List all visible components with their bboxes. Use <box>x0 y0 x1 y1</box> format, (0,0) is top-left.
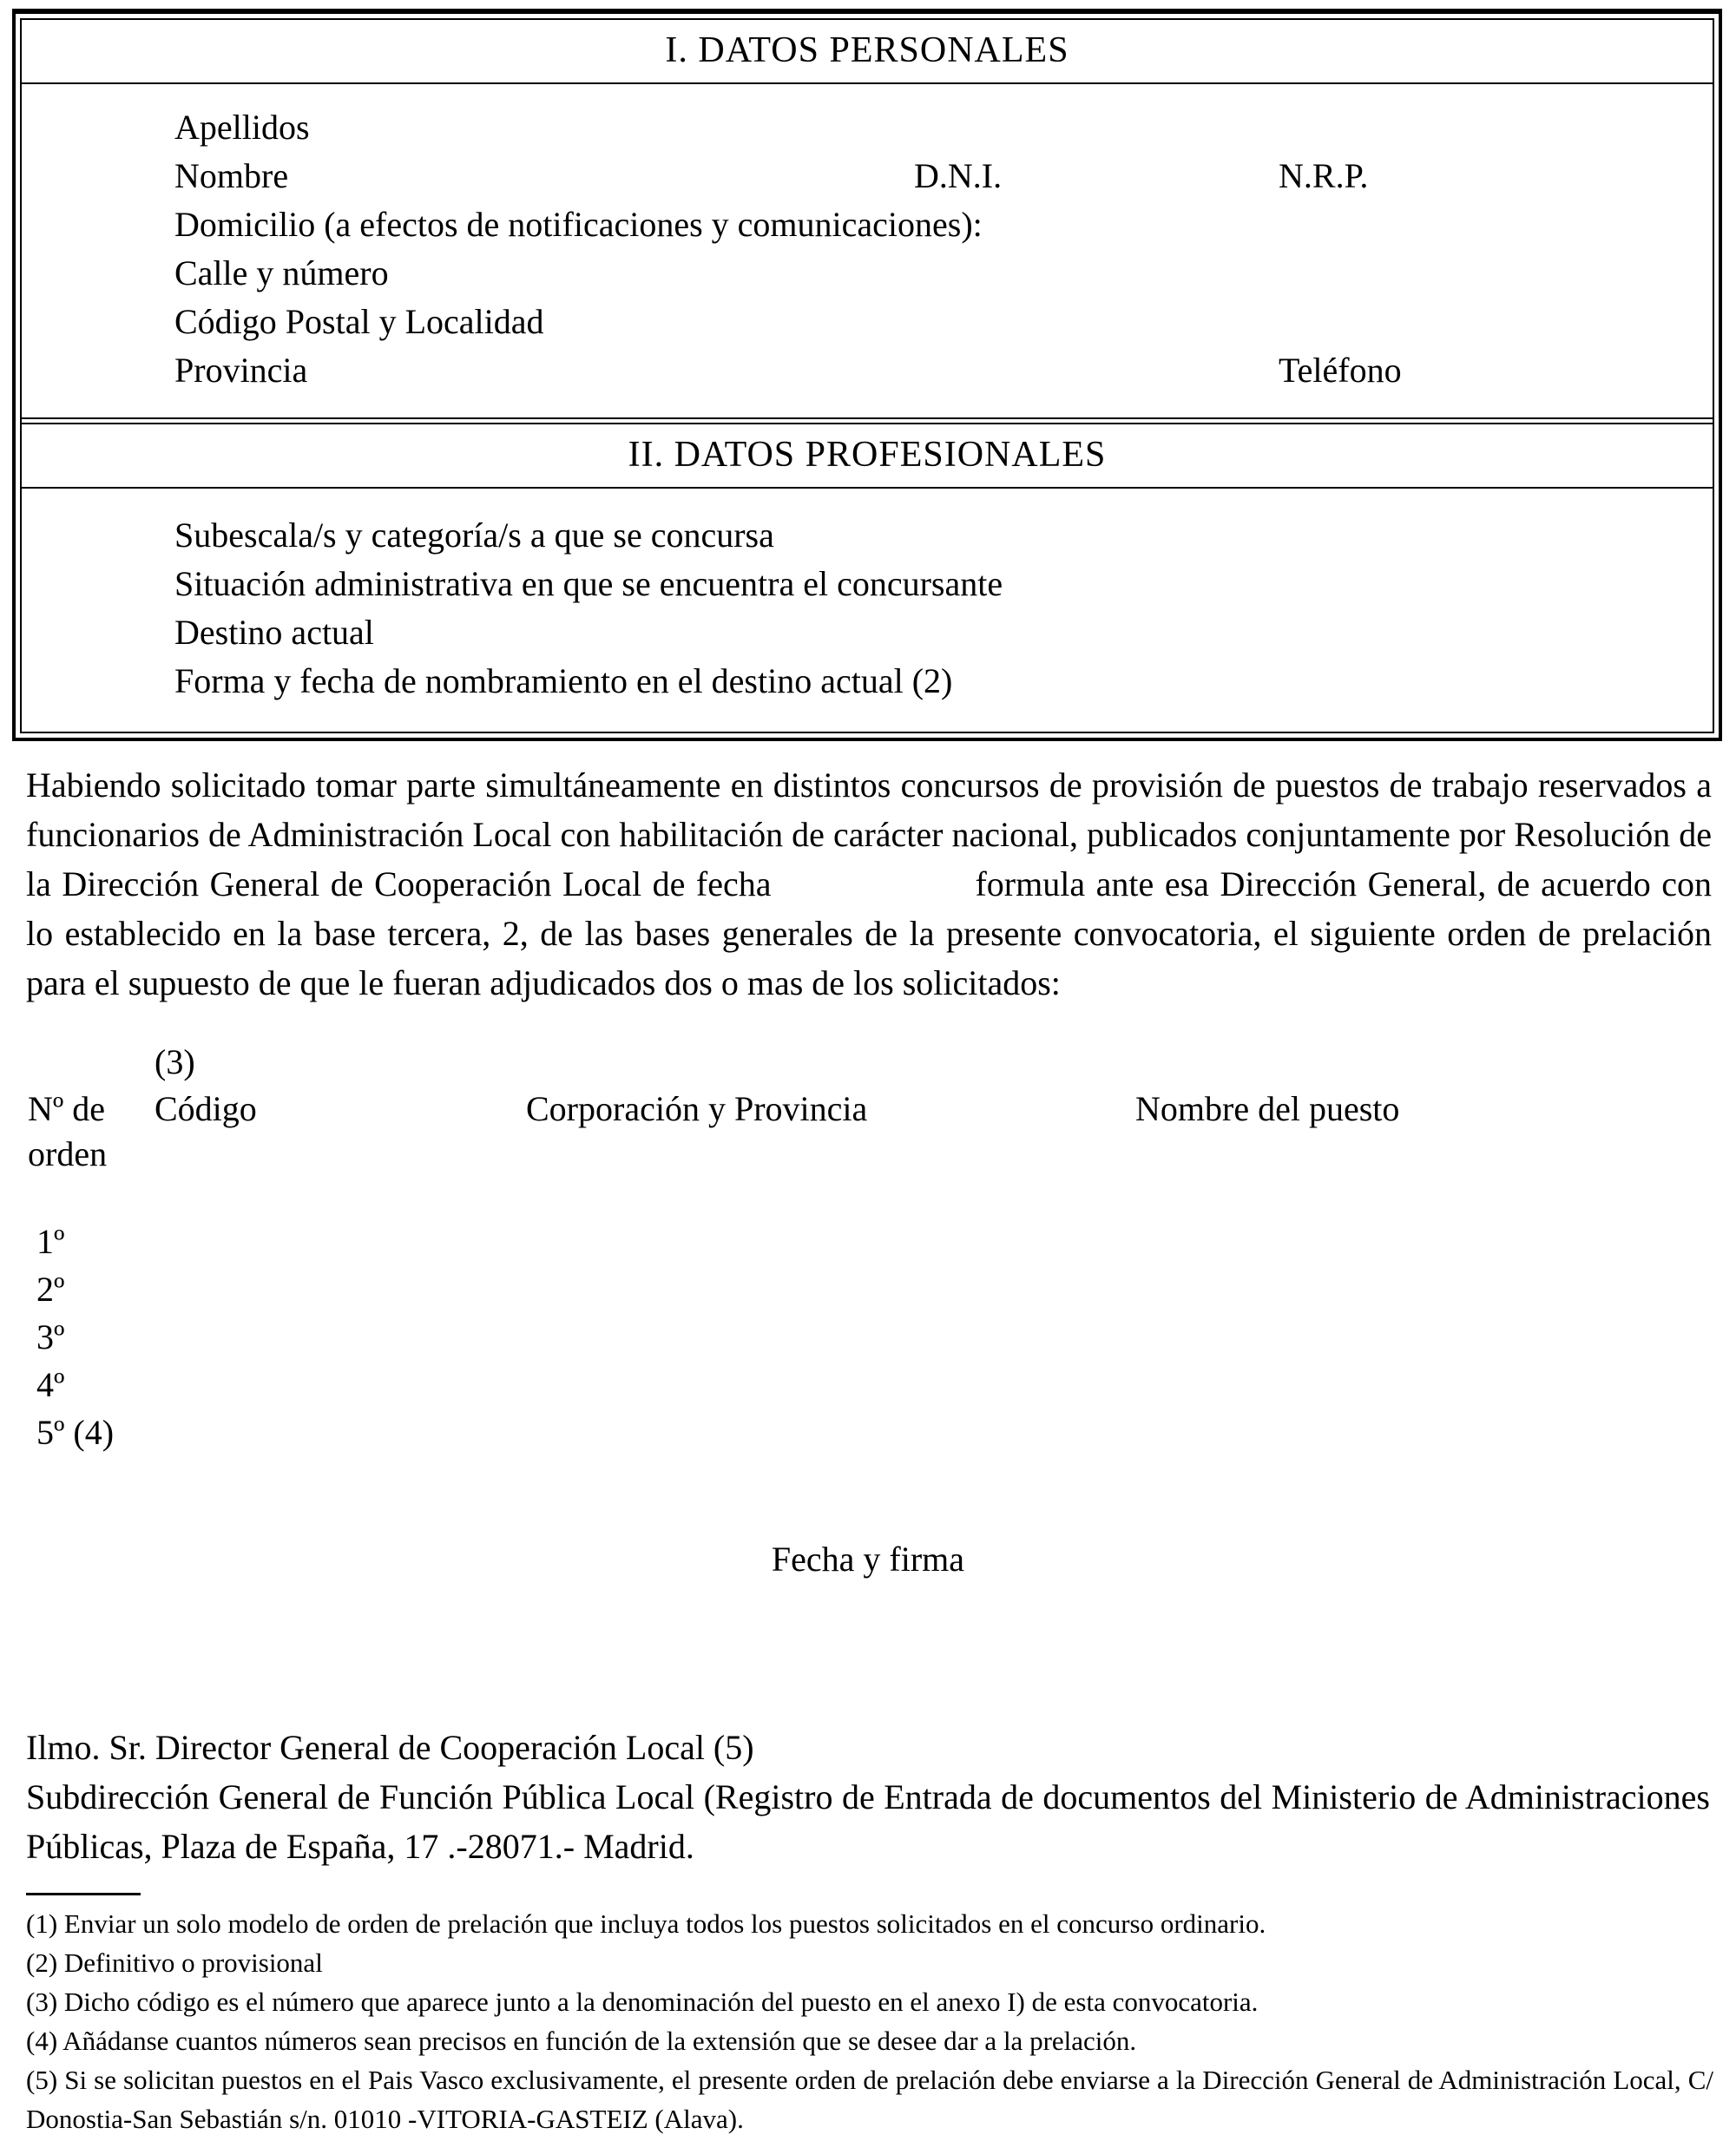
field-apellidos <box>174 103 1695 152</box>
field-situacion <box>174 560 1695 608</box>
field-apellidos-label: Apellidos <box>174 108 310 147</box>
footnote-5: (5) Si se solicitan puestos en el Pais Vasco exclusivamente, el presente orden de prelación debe enviarse a la Dirección General de Administración Local, C/ Donostia-San Sebastián s/n. 01010 -VITORIA-GASTEIZ (Alava). <box>26 2065 1713 2134</box>
form-border-inner <box>20 18 1714 733</box>
footnote-2: (2) Definitivo o provisional <box>26 1947 323 1978</box>
field-dni-label: D.N.I. <box>914 156 1003 195</box>
col-header-orden-line2: orden <box>28 1134 108 1173</box>
field-subescala-label: Subescala/s y categoría/s a que se concursa <box>174 516 774 555</box>
order-table <box>28 1041 1710 1456</box>
order-row-3: 3º <box>36 1317 65 1356</box>
field-provincia-label: Provincia <box>174 351 308 390</box>
footnote-4: (4) Añádanse cuantos números sean precisos en función de la extensión que se desee dar a la prelación. <box>26 2026 1137 2056</box>
intro-text-part2: formula ante esa Dirección General, de acuerdo con lo establecido en la base tercera, 2, de las bases generales de la presente convocatoria, el siguiente orden de prelación para el supuesto de que le fueran adjudicados dos o mas de los solicitados: <box>26 864 1712 1002</box>
scanned-form-page <box>0 9 1736 2138</box>
section-1-header <box>22 20 1713 84</box>
field-calle-label: Calle y número <box>174 253 389 292</box>
field-row-nombre-dni-nrp <box>174 152 1695 200</box>
field-telefono-label: Teléfono <box>1279 351 1402 390</box>
addressee-line-2: Subdirección General de Función Pública Local (Registro de Entrada de documentos del Ministerio de Administraciones Públicas, Plaza de España, 17 .-28071.- Madrid. <box>26 1777 1710 1866</box>
footnotes-block <box>26 1904 1713 2138</box>
order-row-4: 4º <box>36 1365 65 1404</box>
codigo-note-ref: (3) <box>155 1042 195 1081</box>
field-domicilio <box>174 200 1695 249</box>
field-domicilio-label: Domicilio (a efectos de notificaciones y comunicaciones): <box>174 205 983 244</box>
section-2-header <box>22 423 1713 489</box>
field-destino-label: Destino actual <box>174 613 374 652</box>
field-nrp-label: N.R.P. <box>1279 156 1369 195</box>
order-rows <box>36 1218 1710 1456</box>
field-codigo-postal-label: Código Postal y Localidad <box>174 302 544 341</box>
section-1-title: I. DATOS PERSONALES <box>665 30 1069 70</box>
intro-text-part1: Habiendo solicitado tomar parte simultáneamente en distintos concursos de provisión de puestos de trabajo reservados a funcionarios de Administración Local con habilitación de carácter nacional, publicados conjuntamente por Resolución de la Dirección General de Cooperación Local de fecha <box>26 765 1712 903</box>
field-nombre-label: Nombre <box>174 156 289 195</box>
addressee-line-1: Ilmo. Sr. Director General de Cooperación Local (5) <box>26 1728 754 1767</box>
field-situacion-label: Situación administrativa en que se encuentra el concursante <box>174 564 1003 603</box>
col-header-nombre-puesto: Nombre del puesto <box>1135 1089 1400 1128</box>
order-row-2: 2º <box>36 1270 65 1309</box>
order-row-5: 5º (4) <box>36 1413 115 1452</box>
field-row-provincia-telefono <box>174 346 1695 395</box>
order-table-header-row <box>28 1087 1710 1131</box>
form-border-outer <box>12 9 1722 741</box>
footnote-separator-rule <box>26 1893 141 1895</box>
footnote-3: (3) Dicho código es el número que aparece junto a la denominación del puesto en el anexo I) de esta convocatoria. <box>26 1987 1259 2017</box>
field-subescala <box>174 511 1695 560</box>
section-2-title: II. DATOS PROFESIONALES <box>628 435 1107 475</box>
fecha-firma-label: Fecha y firma <box>771 1540 965 1579</box>
intro-paragraph <box>26 760 1712 1008</box>
field-calle <box>174 249 1695 298</box>
section-1-body <box>22 84 1713 419</box>
order-row-1: 1º <box>36 1222 65 1261</box>
footnote-1: (1) Enviar un solo modelo de orden de prelación que incluya todos los puestos solicitados en el concurso ordinario. <box>26 1908 1266 1939</box>
col-header-corporacion-provincia: Corporación y Provincia <box>526 1089 868 1128</box>
field-forma-fecha <box>174 657 1695 706</box>
col-header-numero-orden: Nº de <box>28 1089 106 1128</box>
field-destino <box>174 608 1695 657</box>
field-codigo-postal <box>174 298 1695 346</box>
addressee-block <box>26 1723 1710 1871</box>
col-header-codigo: Código <box>155 1089 257 1128</box>
field-forma-fecha-label: Forma y fecha de nombramiento en el destino actual (2) <box>174 661 953 700</box>
section-2-body <box>22 489 1713 732</box>
